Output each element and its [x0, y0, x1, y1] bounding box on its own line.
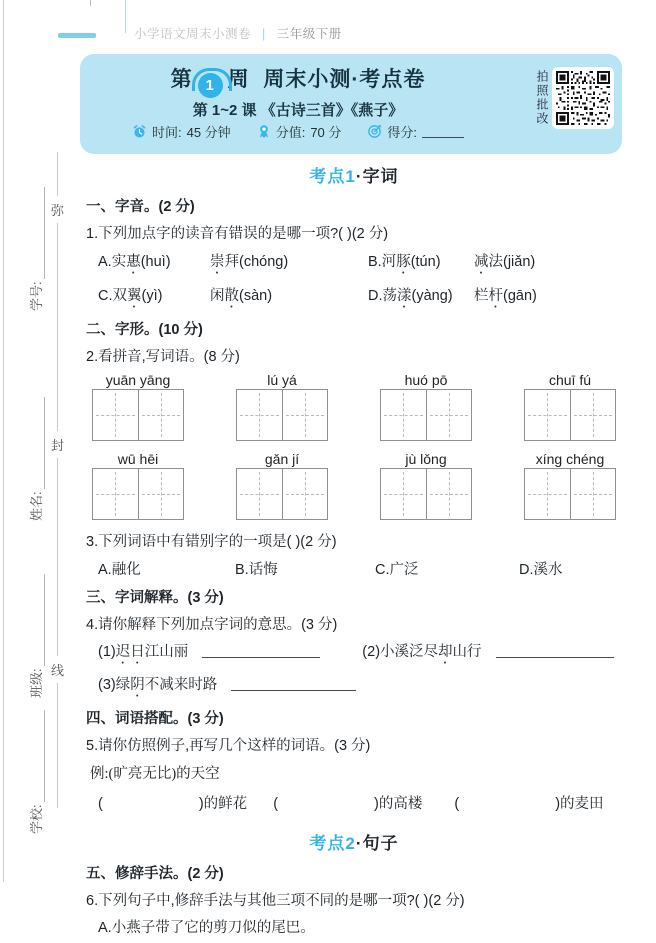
answer-blank — [496, 644, 614, 658]
grid-cell — [381, 390, 426, 440]
pinyin-word-box — [92, 372, 184, 441]
option-d — [368, 284, 474, 311]
part1-heading: 一、字音。(2 分) — [86, 199, 195, 215]
seal-char-feng: 封 — [50, 431, 65, 458]
option-d2 — [474, 284, 537, 311]
student-id-field — [27, 141, 45, 311]
part3-heading: 三、字词解释。(3 分) — [86, 590, 224, 606]
dotted-chars: 迟日 — [115, 644, 145, 660]
question1-options-row1 — [86, 250, 622, 277]
pinyin-word-box — [380, 372, 472, 441]
gain-label: 得分: — [387, 125, 418, 140]
running-head — [134, 24, 342, 42]
student-id-label: 学号: — [29, 281, 44, 311]
q4-item3 — [98, 677, 217, 693]
seal-char-mi: 弥 — [50, 196, 65, 223]
seal-char-xian: 线 — [50, 656, 65, 683]
gain-blank — [422, 125, 464, 138]
question5-blanks — [86, 792, 622, 813]
kaodian2-tag: 考点2 — [309, 834, 356, 853]
pinyin-label: xíng chéng — [535, 451, 605, 467]
dotted-char: 漾 — [397, 288, 412, 304]
q4-item1 — [98, 644, 188, 660]
text-part: 法(jiǎn) — [488, 254, 536, 270]
brand-divider-line — [125, 0, 126, 33]
writing-grid — [236, 389, 328, 441]
qr-left-label: 拍照批改 — [535, 70, 549, 126]
question3-stem: 3.下列词语中有错别字的一项是( )(2 分) — [86, 534, 337, 550]
kaodian2-sep: · — [355, 834, 363, 853]
qr-code — [552, 67, 614, 129]
text-part: (2)小溪泛尽 — [362, 644, 439, 660]
text-part: 栏 — [474, 288, 489, 304]
dotted-char: 散 — [224, 288, 239, 304]
pinyin-word-box — [524, 451, 616, 520]
dotted-char: 惠 — [126, 254, 141, 270]
school-field — [27, 664, 45, 834]
option-c2 — [210, 284, 368, 311]
scan-edge — [3, 0, 4, 882]
kaodian1-sep: · — [355, 167, 363, 186]
text-part: 山行 — [452, 644, 482, 660]
grid-cell — [525, 469, 570, 519]
student-id-blank — [31, 187, 45, 279]
question5-example: 例:(旷亮无比)的天空 — [90, 766, 220, 782]
week-suffix: 周 — [227, 68, 250, 91]
q4-item2 — [362, 644, 481, 660]
grid-cell — [426, 390, 472, 440]
question2-stem: 2.看拼音,写词语。(8 分) — [86, 349, 240, 365]
part2-heading: 二、字形。(10 分) — [86, 322, 203, 338]
paren-open: ( — [98, 796, 103, 812]
dotted-chars: 却 — [438, 644, 453, 660]
grid-cell — [93, 390, 138, 440]
fill-item — [454, 792, 603, 813]
text-part: 拜(chóng) — [224, 254, 289, 270]
text-part: (yì) — [141, 288, 163, 304]
test-body — [86, 160, 622, 943]
text-part: D.荡 — [368, 288, 397, 304]
option-b2 — [474, 250, 535, 277]
target-icon — [367, 124, 382, 139]
book-title: 小学语文周末小测卷 — [134, 27, 252, 41]
option-a2 — [210, 250, 368, 277]
fill-suffix: )的鲜花 — [198, 796, 248, 812]
grid-cell — [570, 469, 616, 519]
part5-heading: 五、修辞手法。(2 分) — [86, 866, 224, 882]
grid-cell — [237, 469, 282, 519]
question1-stem: 1.下列加点字的读音有错误的是哪一项?( )(2 分) — [86, 226, 389, 242]
paren-open: ( — [273, 796, 279, 812]
grid-cell — [426, 469, 472, 519]
fill-item — [273, 792, 422, 813]
time-meta — [132, 122, 231, 141]
grade-label: 三年级下册 — [276, 27, 342, 41]
text-part: (3)绿 — [98, 677, 131, 693]
medal-icon — [257, 124, 271, 139]
option-b — [368, 250, 474, 277]
kaodian2-name: 句子 — [362, 834, 399, 853]
text-part: C.双 — [98, 288, 127, 304]
answer-blank — [202, 644, 320, 658]
score-meta — [257, 122, 342, 141]
test-header-card — [80, 54, 622, 154]
question4-row1 — [86, 640, 622, 667]
answer-blank — [231, 677, 356, 691]
meta-row — [100, 122, 496, 141]
grid-cell — [570, 390, 616, 440]
test-title — [100, 63, 496, 98]
text-part: (1) — [98, 644, 116, 660]
grid-cell — [138, 469, 184, 519]
writing-grid — [92, 389, 184, 441]
option-c: C.广泛 — [375, 562, 419, 578]
option-c — [98, 284, 210, 311]
writing-grid — [236, 468, 328, 520]
lesson-subtitle: 第 1~2 课 《古诗三首》《燕子》 — [192, 102, 404, 119]
part4-heading: 四、词语搭配。(3 分) — [86, 711, 224, 727]
dotted-char: 崇 — [210, 254, 225, 270]
text-part: 闲 — [210, 288, 225, 304]
dotted-char: 翼 — [127, 288, 142, 304]
question4-row2 — [86, 673, 622, 700]
option-a: A.融化 — [98, 562, 141, 578]
score-value: 70 分 — [310, 125, 342, 140]
gain-meta — [367, 122, 464, 141]
student-name-field — [27, 351, 45, 521]
text-part: (huì) — [140, 254, 171, 270]
qr-code-image — [556, 71, 610, 125]
pinyin-word-box — [236, 451, 328, 520]
class-label: 班级: — [29, 668, 44, 698]
option-d: D.溪水 — [519, 562, 563, 578]
divider: | — [262, 27, 266, 41]
pinyin-row-1 — [86, 372, 622, 441]
option-b: B.话悔 — [235, 562, 278, 578]
student-name-blank — [31, 397, 45, 489]
grid-cell — [93, 469, 138, 519]
time-label: 时间: — [151, 125, 182, 140]
text-part: 江山丽 — [144, 644, 189, 660]
grid-cell — [381, 469, 426, 519]
time-value: 45 分钟 — [186, 125, 231, 140]
dotted-char: 杆 — [488, 288, 503, 304]
writing-grid — [92, 468, 184, 520]
text-part: (yàng) — [411, 288, 453, 304]
dotted-char: 豚 — [396, 254, 411, 270]
grid-cell — [138, 390, 184, 440]
writing-grid — [380, 468, 472, 520]
pinyin-word-box — [380, 451, 472, 520]
kaodian1-tag: 考点1 — [309, 167, 356, 186]
school-label: 学校: — [29, 804, 44, 834]
writing-grid — [524, 389, 616, 441]
section-heading-kaodian1 — [86, 162, 622, 187]
text-part: A.实 — [98, 254, 127, 270]
pinyin-label: yuān yāng — [105, 372, 171, 388]
text-part: (tún) — [410, 254, 441, 270]
pinyin-label: wū hēi — [117, 451, 159, 467]
writing-grid — [524, 468, 616, 520]
scan-mark — [90, 0, 91, 6]
fill-suffix: )的高楼 — [374, 796, 423, 812]
writing-grid — [380, 389, 472, 441]
section-heading-kaodian2 — [86, 829, 622, 854]
question3-options — [86, 558, 622, 579]
grid-cell — [525, 390, 570, 440]
title-text: 周末小测·考点卷 — [263, 68, 426, 91]
week-number-badge: 1 — [198, 73, 223, 98]
pinyin-label: gǎn jí — [264, 451, 300, 467]
class-blank — [31, 574, 45, 666]
pinyin-row-2 — [86, 451, 622, 520]
text-part: (sàn) — [239, 288, 273, 304]
kaodian1-name: 字词 — [362, 167, 399, 186]
dotted-char: 减 — [474, 254, 489, 270]
question4-stem: 4.请你解释下列加点字词的意思。(3 分) — [86, 617, 338, 633]
pinyin-word-box — [92, 451, 184, 520]
pinyin-word-box — [236, 372, 328, 441]
alarm-clock-icon — [132, 124, 147, 139]
score-label: 分值: — [275, 125, 306, 140]
pinyin-label: lú yá — [267, 372, 297, 388]
qr-block — [535, 67, 614, 129]
text-part: (gān) — [503, 288, 537, 304]
student-name-label: 姓名: — [29, 491, 44, 521]
fill-suffix: )的麦田 — [555, 796, 604, 812]
question6-option-a: A.小燕子带了它的剪刀似的尾巴。 — [98, 920, 315, 936]
grid-cell — [282, 469, 328, 519]
question5-stem: 5.请你仿照例子,再写几个这样的词语。(3 分) — [86, 738, 371, 754]
pinyin-word-box — [524, 372, 616, 441]
question1-options-row2 — [86, 284, 622, 311]
pinyin-label: chuī fú — [548, 372, 592, 388]
pinyin-label: jù lǒng — [405, 451, 447, 467]
fill-item — [98, 792, 247, 813]
option-a — [98, 250, 210, 277]
text-part: B.河 — [368, 254, 397, 270]
dotted-chars: 阴 — [130, 677, 145, 693]
school-blank — [31, 710, 45, 802]
seal-line — [57, 152, 58, 808]
text-part: 不减来时路 — [144, 677, 218, 693]
question6-stem: 6.下列句子中,修辞手法与其他三项不同的是哪一项?( )(2 分) — [86, 893, 465, 909]
brand-tab-bar — [58, 33, 96, 38]
paren-open: ( — [454, 796, 460, 812]
grid-cell — [282, 390, 328, 440]
grid-cell — [237, 390, 282, 440]
pinyin-label: huó pō — [404, 372, 448, 388]
week-prefix: 第 — [170, 68, 193, 91]
